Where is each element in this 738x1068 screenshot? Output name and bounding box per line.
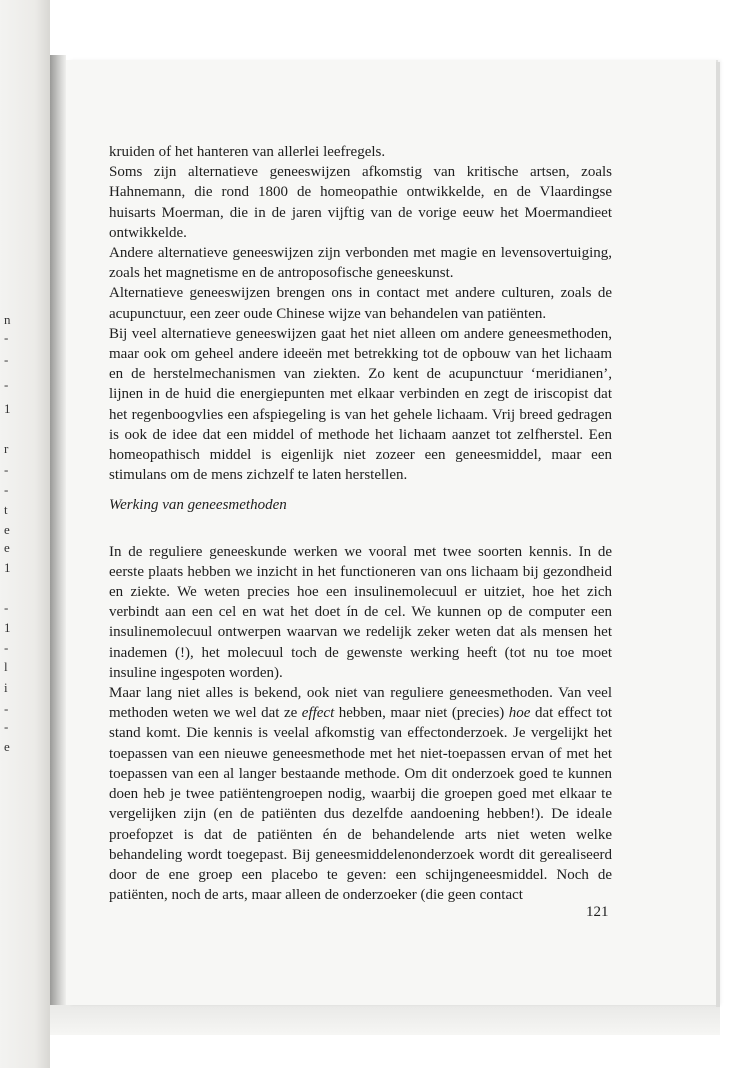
paragraph: Alternatieve geneeswijzen brengen ons in contact met andere culturen, zoals de acupunctuur, een zeer oude Chinese wijze van behandelen van patiënten. — [109, 285, 612, 322]
emphasis: effect — [301, 705, 335, 722]
margin-mark: e — [4, 522, 10, 537]
margin-mark: 1 — [4, 560, 11, 575]
margin-mark: i — [4, 680, 8, 695]
margin-mark: - — [4, 377, 9, 392]
paragraph: Andere alternatieve geneeswijzen zijn verbonden met magie en levensovertuiging, zoals het magnetisme en de antroposofische geneeskunst. — [109, 245, 612, 282]
section-heading: Werking van geneesmethoden — [109, 497, 287, 514]
book-spine-shadow — [50, 55, 66, 1030]
margin-mark: e — [4, 739, 10, 754]
margin-mark: - — [4, 600, 9, 615]
paragraph: Maar lang niet alles is bekend, ook niet van reguliere geneesmethoden. Van veel methoden weten we wel dat ze effect hebben, maar niet (precies) hoe dat effect tot stand komt. Die kennis is veelal afkomstig van effectonderzoek. Je vergelijkt het toepassen van een nieuwe geneesmethode met het niet-toepassen ervan of met het toepassen van een al langer bestaande methode. Om dit onderzoek goed te kunnen doen heb je twee patiëntengroepen nodig, waarbij die groepen goed met elkaar te vergelijken zijn (en de patiënten dus dezelfde aandoening hebben!). De ideale proefopzet is dat de patiënten én de behandelende arts niet weten welke behandeling wordt toegepast. Bij geneesmiddelenonderzoek wordt dit gerealiseerd door de ene groep een placebo te geven: een schijngeneesmiddel. Noch de patiënten, noch de arts, maar alleen de onderzoeker (die geen contact — [109, 685, 612, 904]
paragraph: In de reguliere geneeskunde werken we vooral met twee soorten kennis. In de eerste plaats hebben we inzicht in het functioneren van ons lichaam bij gezondheid en ziekte. We weten precies hoe een insulinemolecuul er uitziet, hoe het zich verbindt aan een cel en wat het doet ín de cel. We kunnen op de computer een insulinemolecuul ontwerpen waarvan we redelijk zeker weten dat als mensen het inademen (!), het molecuul toch de gewenste werking heeft (tot nu toe moet insuline ingespoten worden). — [109, 543, 612, 681]
page-body-text — [109, 142, 612, 905]
facing-page-margin-marks — [0, 0, 50, 1068]
margin-mark: n — [4, 312, 11, 327]
paragraph: Soms zijn alternatieve geneeswijzen afkomstig van kritische artsen, zoals Hahnemann, die rond 1800 de homeopathie ontwikkelde, en de Vlaardingse huisarts Moerman, die in de jaren vijftig van de vorige eeuw het Moermandieet ontwikkelde. — [109, 164, 612, 241]
margin-mark: - — [4, 701, 9, 716]
margin-mark: - — [4, 330, 9, 345]
paragraph: Bij veel alternatieve geneeswijzen gaat het niet alleen om andere geneesmethoden, maar ook om geheel andere ideeën met betrekking tot de opbouw van het lichaam en de herstelmechanismen van ziekten. Zo kent de acupunctuur ‘meridianen’, lijnen in de huid die energiepunten met elkaar verbinden en zegt de iriscopist dat het regenboogvlies een afspiegeling is van het gehele lichaam. Vrij breed gedragen is ook de idee dat een middel of methode het lichaam aanzet tot zelfherstel. Een homeopathisch middel is eigenlijk niet zozeer een geneesmiddel, maar een stimulans om de mens zichzelf te laten herstellen. — [109, 325, 612, 484]
margin-mark: - — [4, 482, 9, 497]
margin-mark: - — [4, 462, 9, 477]
margin-mark: e — [4, 540, 10, 555]
page-bottom-edge — [50, 1005, 720, 1035]
margin-mark: - — [4, 719, 9, 734]
margin-mark: t — [4, 502, 8, 517]
page-right-edge — [716, 62, 720, 1007]
margin-mark: 1 — [4, 620, 11, 635]
margin-mark: l — [4, 659, 8, 674]
page-number: 121 — [586, 904, 609, 920]
margin-mark: - — [4, 352, 9, 367]
paragraph: kruiden of het hanteren van allerlei leefregels. — [109, 144, 386, 160]
margin-mark: - — [4, 640, 9, 655]
margin-mark: 1 — [4, 401, 11, 416]
emphasis: hoe — [508, 705, 531, 722]
margin-mark: r — [4, 441, 9, 456]
